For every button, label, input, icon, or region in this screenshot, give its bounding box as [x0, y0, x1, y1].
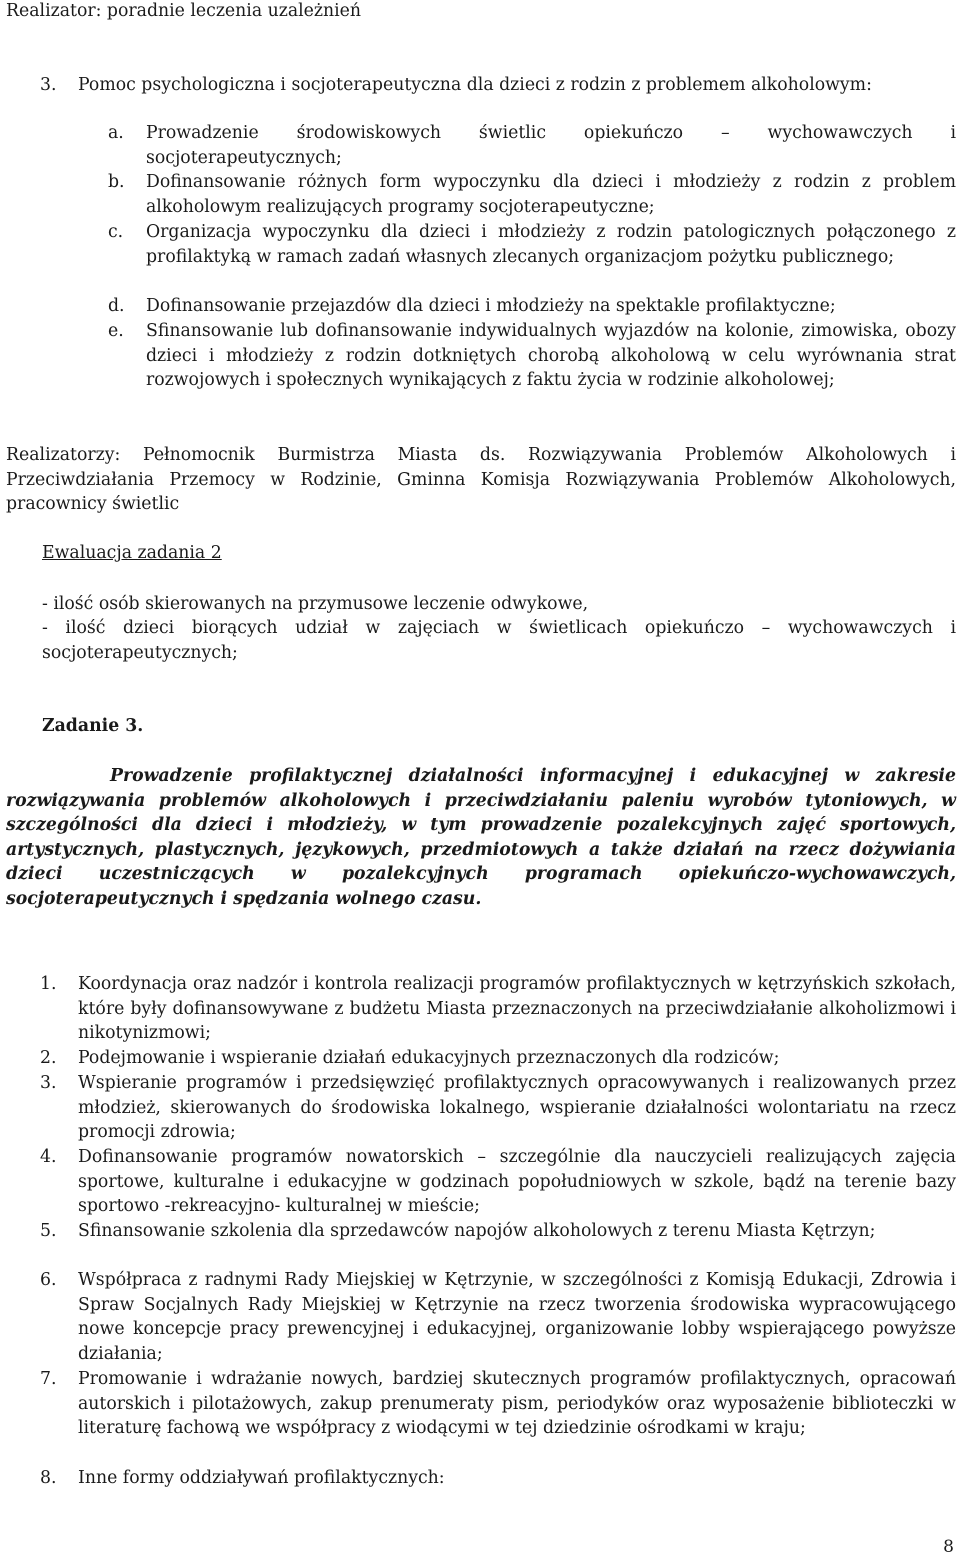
task-item-5: [40, 1219, 956, 1244]
sub-item-c: [108, 220, 956, 269]
evaluation-heading: Ewaluacja zadania 2: [42, 543, 222, 563]
sub-item-c-text: Organizacja wypoczynku dla dzieci i młodzieży z rodzin patologicznych połączonego z profilaktyką w ramach zadań własnych zlecanych organizacjom pożytku publicznego;: [146, 222, 956, 267]
sub-item-a-letter: a.: [108, 123, 124, 143]
evaluation-line-1: - ilość osób skierowanych na przymusowe leczenie odwykowe,: [42, 594, 589, 614]
sub-item-b-text: Dofinansowanie różnych form wypoczynku dla dzieci i młodzieży z rodzin z problem alkoholowym realizujących programy socjoterapeutyczne;: [146, 172, 956, 217]
task-item-1: [40, 972, 956, 1046]
task-item-3-text: Wspieranie programów i przedsięwzięć profilaktycznych opracowywanych i realizowanych przez młodzież, skierowanych do środowiska lokalnego, wspieranie działalności wolontariatu na rzecz promocji zdrowia;: [78, 1073, 956, 1142]
header-line: Realizator: poradnie leczenia uzależnień: [6, 1, 362, 21]
evaluation-line-2: [42, 616, 956, 665]
sub-item-d-letter: d.: [108, 296, 125, 316]
task-item-2-text: Podejmowanie i wspieranie działań edukacyjnych przeznaczonych dla rodziców;: [78, 1048, 780, 1068]
sub-item-e-text: Sfinansowanie lub dofinansowanie indywidualnych wyjazdów na kolonie, zimowiska, obozy dzieci i młodzieży z rodzin dotkniętych chorobą alkoholową w celu wyrównania strat rozwojowych i społecznych wynikających z faktu życia w rodzinie alkoholowej;: [146, 321, 956, 390]
task-item-4: [40, 1145, 956, 1219]
sub-item-b: [108, 170, 956, 219]
task-item-5-text: Sfinansowanie szkolenia dla sprzedawców napojów alkoholowych z terenu Miasta Kętrzyn;: [78, 1221, 876, 1241]
page-number: 8: [943, 1537, 954, 1557]
task-item-2-number: 2.: [40, 1048, 57, 1068]
task-item-6-text: Współpraca z radnymi Rady Miejskiej w Kętrzynie, w szczególności z Komisją Edukacji, Zdrowia i Spraw Socjalnych Rady Miejskiej w Kętrzynie na rzecz tworzenia środowiska wypracowującego nowe koncepcje pracy prewencyjnej i edukacyjnej, organizowanie lobby wspierającego powyższe działania;: [78, 1270, 956, 1364]
task-3-description: Prowadzenie profilaktycznej działalności informacyjnej i edukacyjnej w zakresie rozwiązywania problemów alkoholowych i przeciwdziałaniu paleniu wyrobów tytoniowych, w szczególności dla dzieci i młodzieży, w tym prowadzenie pozalekcyjnych zajęć sportowych, artystycznych, plastycznych, językowych, przedmiotowych a także działań na rzecz dożywiania dzieci uczestniczących w pozalekcyjnych programach opiekuńczo-wychowawczych, socjoterapeutycznych i spędzania wolnego czasu.: [6, 766, 956, 909]
task-item-4-text: Dofinansowanie programów nowatorskich – szczególnie dla nauczycieli realizujących zajęcia sportowe, kulturalne i edukacyjne w godzinach popołudniowych w szkole, bądź na terenie bazy sportowo -rekreacyjno- kulturalnej w mieście;: [78, 1147, 956, 1216]
task-item-8-number: 8.: [40, 1468, 57, 1488]
realizatorzy-paragraph: Realizatorzy: Pełnomocnik Burmistrza Miasta ds. Rozwiązywania Problemów Alkoholowych i Przeciwdziałania Przemocy w Rodzinie, Gminna Komisja Rozwiązywania Problemów Alkoholowych, pracownicy świetlic: [6, 445, 956, 514]
sub-item-e: [108, 319, 956, 393]
sub-item-d: [108, 294, 956, 319]
task-item-8: [40, 1466, 956, 1491]
sub-item-e-letter: e.: [108, 321, 124, 341]
sub-item-c-letter: c.: [108, 222, 124, 242]
task-item-1-text: Koordynacja oraz nadzór i kontrola realizacji programów profilaktycznych w kętrzyńskich szkołach, które były dofinansowywane z budżetu Miasta przeznaczonych na przeciwdziałanie alkoholizmowi i nikotynizmowi;: [78, 974, 956, 1043]
task-item-7: [40, 1367, 956, 1441]
task-item-7-text: Promowanie i wdrażanie nowych, bardziej skutecznych programów profilaktycznych, opracowań autorskich i pilotażowych, zakup prenumeraty pism, periodyków oraz wyposażenie biblioteczki w literaturę fachową we współpracy z wiodącymi w tej dziedzinie ośrodkami w kraju;: [78, 1369, 956, 1438]
task-item-3: [40, 1071, 956, 1145]
task-item-5-number: 5.: [40, 1221, 57, 1241]
sub-item-a-text: Prowadzenie środowiskowych świetlic opiekuńczo – wychowawczych i socjoterapeutycznych;: [146, 123, 956, 168]
task-item-3-number: 3.: [40, 1073, 57, 1093]
evaluation-line-2-text: - ilość dzieci biorących udział w zajęciach w świetlicach opiekuńczo – wychowawczych i socjoterapeutycznych;: [42, 618, 956, 663]
task-item-2: [40, 1046, 956, 1071]
task-item-6: [40, 1268, 956, 1366]
task-item-1-number: 1.: [40, 974, 57, 994]
task-item-8-text: Inne formy oddziaływań profilaktycznych:: [78, 1468, 445, 1488]
sub-item-b-letter: b.: [108, 172, 125, 192]
sub-item-a: [108, 121, 956, 170]
point-3-text: Pomoc psychologiczna i socjoterapeutyczna dla dzieci z rodzin z problemem alkoholowym:: [78, 75, 872, 95]
task-item-4-number: 4.: [40, 1147, 57, 1167]
point-3: [40, 73, 956, 98]
task-item-7-number: 7.: [40, 1369, 57, 1389]
point-3-number: 3.: [40, 75, 57, 95]
task-3-heading: Zadanie 3.: [42, 716, 144, 736]
task-item-6-number: 6.: [40, 1270, 57, 1290]
sub-item-d-text: Dofinansowanie przejazdów dla dzieci i młodzieży na spektakle profilaktyczne;: [146, 296, 836, 316]
